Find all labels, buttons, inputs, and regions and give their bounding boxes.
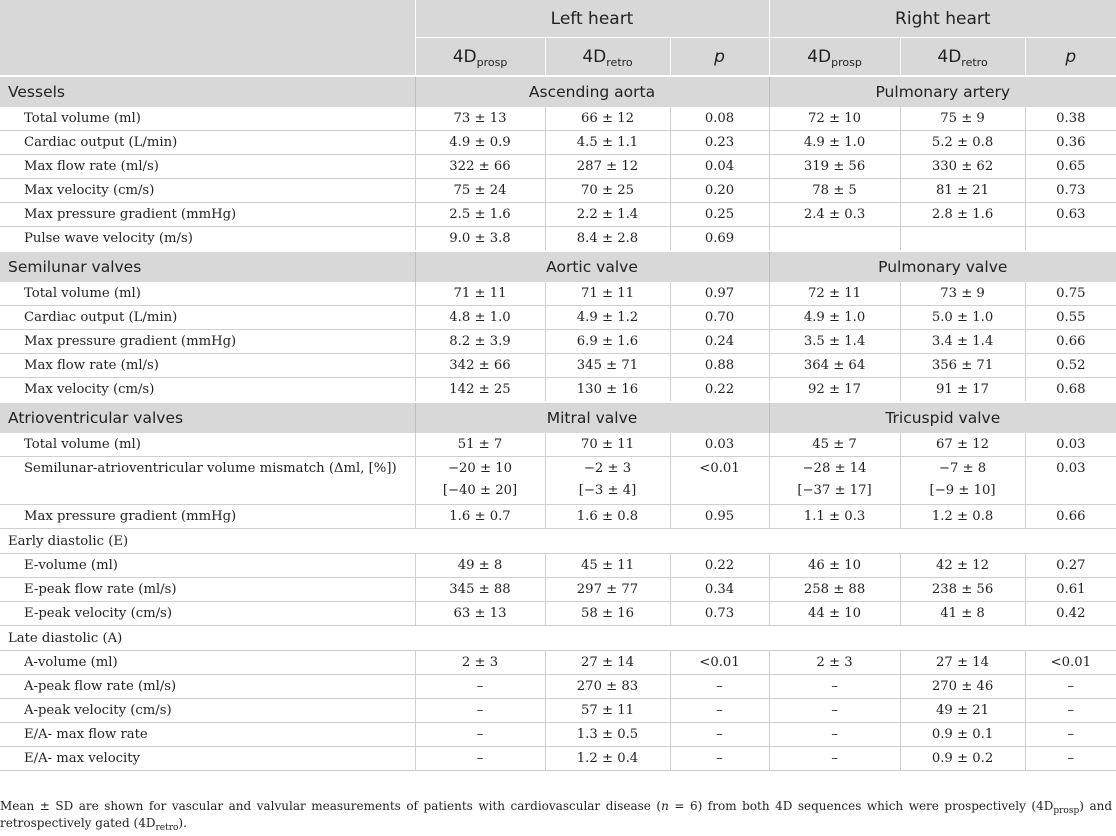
- table-row: [0, 675, 1116, 699]
- right-p-cell: 0.27: [1025, 554, 1116, 578]
- left-p-cell: 0.23: [670, 131, 769, 155]
- left-retro-cell: 1.2 ± 0.4: [545, 747, 670, 771]
- right-prosp-cell: 4.9 ± 1.0: [769, 306, 900, 330]
- left-prosp-cell: 75 ± 24: [415, 179, 545, 203]
- row-label: A-volume (ml): [0, 651, 415, 675]
- header-blank-cell: [0, 0, 415, 76]
- table-row: [0, 306, 1116, 330]
- left-retro-cell: 70 ± 25: [545, 179, 670, 203]
- right-p-cell: 0.66: [1025, 330, 1116, 354]
- right-prosp-cell: 3.5 ± 1.4: [769, 330, 900, 354]
- right-prosp-cell: 45 ± 7: [769, 433, 900, 457]
- right-p-cell: 0.65: [1025, 155, 1116, 179]
- right-retro-cell: 81 ± 21: [900, 179, 1025, 203]
- left-p-cell: <0.01: [670, 651, 769, 675]
- section-label: Semilunar valves: [0, 251, 415, 282]
- left-p-cell: 0.25: [670, 203, 769, 227]
- left-p-cell: –: [670, 699, 769, 723]
- left-prosp-cell: 142 ± 25: [415, 378, 545, 403]
- right-retro-cell: 41 ± 8: [900, 602, 1025, 626]
- right-p-cell: 0.61: [1025, 578, 1116, 602]
- right-p-cell: 0.03: [1025, 433, 1116, 457]
- col-header-prosp-left: $4D_{prosp}$: [415, 38, 545, 77]
- right-prosp-cell: 72 ± 11: [769, 282, 900, 306]
- section-right-label: Pulmonary artery: [769, 76, 1116, 107]
- right-retro-cell: 67 ± 12: [900, 433, 1025, 457]
- left-p-cell: 0.34: [670, 578, 769, 602]
- left-retro-cell: 287 ± 12: [545, 155, 670, 179]
- section-atrioventricular: [0, 402, 1116, 433]
- right-retro-cell: 5.2 ± 0.8: [900, 131, 1025, 155]
- left-retro-cell: 27 ± 14: [545, 651, 670, 675]
- right-p-cell: 0.63: [1025, 203, 1116, 227]
- left-p-cell: <0.01: [670, 457, 769, 505]
- left-p-cell: 0.97: [670, 282, 769, 306]
- row-label: A-peak velocity (cm/s): [0, 699, 415, 723]
- right-p-cell: 0.36: [1025, 131, 1116, 155]
- left-retro-cell: 70 ± 11: [545, 433, 670, 457]
- section-right-label: Pulmonary valve: [769, 251, 1116, 282]
- right-retro-cell: −7 ± 8 [−9 ± 10]: [900, 457, 1025, 505]
- section-right-label: Tricuspid valve: [769, 402, 1116, 433]
- right-p-cell: 0.68: [1025, 378, 1116, 403]
- right-prosp-cell: 78 ± 5: [769, 179, 900, 203]
- col-header-p-left: p: [670, 38, 769, 77]
- section-label: Atrioventricular valves: [0, 402, 415, 433]
- right-prosp-cell: 2.4 ± 0.3: [769, 203, 900, 227]
- table-row: [0, 723, 1116, 747]
- table-row: [0, 578, 1116, 602]
- right-prosp-cell: [769, 227, 900, 252]
- left-p-cell: 0.73: [670, 602, 769, 626]
- right-prosp-cell: –: [769, 747, 900, 771]
- table-row: [0, 282, 1116, 306]
- table-row: [0, 227, 1116, 252]
- row-label: Pulse wave velocity (m/s): [0, 227, 415, 252]
- left-retro-cell: 4.5 ± 1.1: [545, 131, 670, 155]
- right-retro-cell: 5.0 ± 1.0: [900, 306, 1025, 330]
- right-prosp-cell: 44 ± 10: [769, 602, 900, 626]
- section-left-label: Ascending aorta: [415, 76, 769, 107]
- left-prosp-cell: 8.2 ± 3.9: [415, 330, 545, 354]
- left-retro-cell: 297 ± 77: [545, 578, 670, 602]
- row-label: Max pressure gradient (mmHg): [0, 203, 415, 227]
- right-p-cell: 0.52: [1025, 354, 1116, 378]
- right-p-cell: <0.01: [1025, 651, 1116, 675]
- row-label: Max flow rate (ml/s): [0, 155, 415, 179]
- left-p-cell: 0.88: [670, 354, 769, 378]
- left-p-cell: 0.95: [670, 505, 769, 529]
- left-prosp-cell: –: [415, 747, 545, 771]
- table-row: [0, 433, 1116, 457]
- right-retro-cell: 49 ± 21: [900, 699, 1025, 723]
- left-retro-cell: 2.2 ± 1.4: [545, 203, 670, 227]
- left-p-cell: –: [670, 675, 769, 699]
- table-row: [0, 203, 1116, 227]
- left-prosp-cell: 4.9 ± 0.9: [415, 131, 545, 155]
- left-prosp-cell: 51 ± 7: [415, 433, 545, 457]
- left-retro-cell: 1.3 ± 0.5: [545, 723, 670, 747]
- left-prosp-cell: 63 ± 13: [415, 602, 545, 626]
- row-label: Max pressure gradient (mmHg): [0, 505, 415, 529]
- left-p-cell: 0.22: [670, 378, 769, 403]
- right-retro-cell: 91 ± 17: [900, 378, 1025, 403]
- row-label: E-peak flow rate (ml/s): [0, 578, 415, 602]
- row-label: E-volume (ml): [0, 554, 415, 578]
- right-prosp-cell: 1.1 ± 0.3: [769, 505, 900, 529]
- right-retro-cell: 238 ± 56: [900, 578, 1025, 602]
- right-p-cell: –: [1025, 699, 1116, 723]
- right-heart-header: Right heart: [769, 0, 1116, 38]
- left-retro-cell: 45 ± 11: [545, 554, 670, 578]
- left-prosp-cell: –: [415, 675, 545, 699]
- left-p-cell: 0.20: [670, 179, 769, 203]
- table-row: [0, 330, 1116, 354]
- left-p-cell: –: [670, 747, 769, 771]
- right-retro-cell: 0.9 ± 0.2: [900, 747, 1025, 771]
- table-row: [0, 747, 1116, 771]
- right-p-cell: 0.42: [1025, 602, 1116, 626]
- table-row: [0, 107, 1116, 131]
- left-p-cell: 0.08: [670, 107, 769, 131]
- left-prosp-cell: 49 ± 8: [415, 554, 545, 578]
- left-prosp-cell: 9.0 ± 3.8: [415, 227, 545, 252]
- right-retro-cell: 270 ± 46: [900, 675, 1025, 699]
- left-p-cell: 0.03: [670, 433, 769, 457]
- row-label: Cardiac output (L/min): [0, 306, 415, 330]
- right-p-cell: –: [1025, 675, 1116, 699]
- subheading-early-diastolic: [0, 529, 1116, 554]
- left-retro-cell: 71 ± 11: [545, 282, 670, 306]
- row-label: E-peak velocity (cm/s): [0, 602, 415, 626]
- right-p-cell: 0.55: [1025, 306, 1116, 330]
- col-header-retro-left: $4D_{retro}$: [545, 38, 670, 77]
- left-prosp-cell: 345 ± 88: [415, 578, 545, 602]
- left-prosp-cell: –: [415, 723, 545, 747]
- left-prosp-cell: 2.5 ± 1.6: [415, 203, 545, 227]
- section-semilunar: [0, 251, 1116, 282]
- col-header-prosp-right: $4D_{prosp}$: [769, 38, 900, 77]
- left-retro-cell: 8.4 ± 2.8: [545, 227, 670, 252]
- left-prosp-cell: 1.6 ± 0.7: [415, 505, 545, 529]
- right-retro-cell: 73 ± 9: [900, 282, 1025, 306]
- left-p-cell: –: [670, 723, 769, 747]
- row-label: Semilunar-atrioventricular volume mismatch (Δml, [%]): [0, 457, 415, 505]
- table-footnote: Mean ± SD are shown for vascular and valvular measurements of patients with cardiovascular disease (n = 6) from both 4D sequences which were prospectively $(4D_{prosp})$ and retrospectively gated $(4D_{retro})$.: [0, 799, 1113, 833]
- right-p-cell: –: [1025, 747, 1116, 771]
- right-p-cell: [1025, 227, 1116, 252]
- right-prosp-cell: 364 ± 64: [769, 354, 900, 378]
- left-prosp-cell: −20 ± 10 [−40 ± 20]: [415, 457, 545, 505]
- row-label: Total volume (ml): [0, 282, 415, 306]
- section-left-label: Mitral valve: [415, 402, 769, 433]
- left-p-cell: 0.24: [670, 330, 769, 354]
- table-row: [0, 699, 1116, 723]
- left-prosp-cell: 342 ± 66: [415, 354, 545, 378]
- right-retro-cell: 2.8 ± 1.6: [900, 203, 1025, 227]
- left-heart-header: Left heart: [415, 0, 769, 38]
- row-label: Max velocity (cm/s): [0, 179, 415, 203]
- left-prosp-cell: 322 ± 66: [415, 155, 545, 179]
- left-prosp-cell: –: [415, 699, 545, 723]
- right-retro-cell: [900, 227, 1025, 252]
- section-left-label: Aortic valve: [415, 251, 769, 282]
- right-retro-cell: 0.9 ± 0.1: [900, 723, 1025, 747]
- table-row: [0, 505, 1116, 529]
- right-retro-cell: 330 ± 62: [900, 155, 1025, 179]
- section-vessels: [0, 76, 1116, 107]
- left-retro-cell: 4.9 ± 1.2: [545, 306, 670, 330]
- right-retro-cell: 356 ± 71: [900, 354, 1025, 378]
- right-p-cell: 0.03: [1025, 457, 1116, 505]
- right-p-cell: 0.75: [1025, 282, 1116, 306]
- section-label: Vessels: [0, 76, 415, 107]
- subheading-label: Early diastolic (E): [0, 529, 1116, 554]
- left-p-cell: 0.69: [670, 227, 769, 252]
- right-prosp-cell: 319 ± 56: [769, 155, 900, 179]
- left-prosp-cell: 71 ± 11: [415, 282, 545, 306]
- left-retro-cell: 57 ± 11: [545, 699, 670, 723]
- header-row-groups: [0, 0, 1116, 38]
- right-prosp-cell: 72 ± 10: [769, 107, 900, 131]
- table-row: [0, 602, 1116, 626]
- right-retro-cell: 75 ± 9: [900, 107, 1025, 131]
- left-retro-cell: 6.9 ± 1.6: [545, 330, 670, 354]
- row-label: E/A- max flow rate: [0, 723, 415, 747]
- table-row: [0, 378, 1116, 403]
- right-prosp-cell: 2 ± 3: [769, 651, 900, 675]
- right-p-cell: –: [1025, 723, 1116, 747]
- left-p-cell: 0.22: [670, 554, 769, 578]
- subheading-label: Late diastolic (A): [0, 626, 1116, 651]
- right-p-cell: 0.66: [1025, 505, 1116, 529]
- row-label: Total volume (ml): [0, 433, 415, 457]
- table-row: [0, 457, 1116, 505]
- col-header-retro-right: $4D_{retro}$: [900, 38, 1025, 77]
- right-retro-cell: 27 ± 14: [900, 651, 1025, 675]
- right-p-cell: 0.38: [1025, 107, 1116, 131]
- right-prosp-cell: −28 ± 14 [−37 ± 17]: [769, 457, 900, 505]
- left-retro-cell: 345 ± 71: [545, 354, 670, 378]
- left-retro-cell: −2 ± 3 [−3 ± 4]: [545, 457, 670, 505]
- left-retro-cell: 1.6 ± 0.8: [545, 505, 670, 529]
- col-header-p-right: p: [1025, 38, 1116, 77]
- right-retro-cell: 1.2 ± 0.8: [900, 505, 1025, 529]
- left-retro-cell: 58 ± 16: [545, 602, 670, 626]
- right-prosp-cell: –: [769, 723, 900, 747]
- row-label: Max pressure gradient (mmHg): [0, 330, 415, 354]
- left-p-cell: 0.70: [670, 306, 769, 330]
- left-p-cell: 0.04: [670, 155, 769, 179]
- row-label: Total volume (ml): [0, 107, 415, 131]
- table-row: [0, 131, 1116, 155]
- left-retro-cell: 270 ± 83: [545, 675, 670, 699]
- left-prosp-cell: 2 ± 3: [415, 651, 545, 675]
- table-row: [0, 155, 1116, 179]
- left-retro-cell: 66 ± 12: [545, 107, 670, 131]
- row-label: Cardiac output (L/min): [0, 131, 415, 155]
- left-prosp-cell: 4.8 ± 1.0: [415, 306, 545, 330]
- left-retro-cell: 130 ± 16: [545, 378, 670, 403]
- right-p-cell: 0.73: [1025, 179, 1116, 203]
- subheading-late-diastolic: [0, 626, 1116, 651]
- table-row: [0, 354, 1116, 378]
- row-label: Max velocity (cm/s): [0, 378, 415, 403]
- left-prosp-cell: 73 ± 13: [415, 107, 545, 131]
- right-prosp-cell: 4.9 ± 1.0: [769, 131, 900, 155]
- right-prosp-cell: 258 ± 88: [769, 578, 900, 602]
- right-retro-cell: 42 ± 12: [900, 554, 1025, 578]
- right-prosp-cell: 46 ± 10: [769, 554, 900, 578]
- right-prosp-cell: –: [769, 675, 900, 699]
- row-label: Max flow rate (ml/s): [0, 354, 415, 378]
- row-label: E/A- max velocity: [0, 747, 415, 771]
- right-prosp-cell: 92 ± 17: [769, 378, 900, 403]
- table-row: [0, 179, 1116, 203]
- right-prosp-cell: –: [769, 699, 900, 723]
- row-label: A-peak flow rate (ml/s): [0, 675, 415, 699]
- table-row: [0, 554, 1116, 578]
- table-row: [0, 651, 1116, 675]
- right-retro-cell: 3.4 ± 1.4: [900, 330, 1025, 354]
